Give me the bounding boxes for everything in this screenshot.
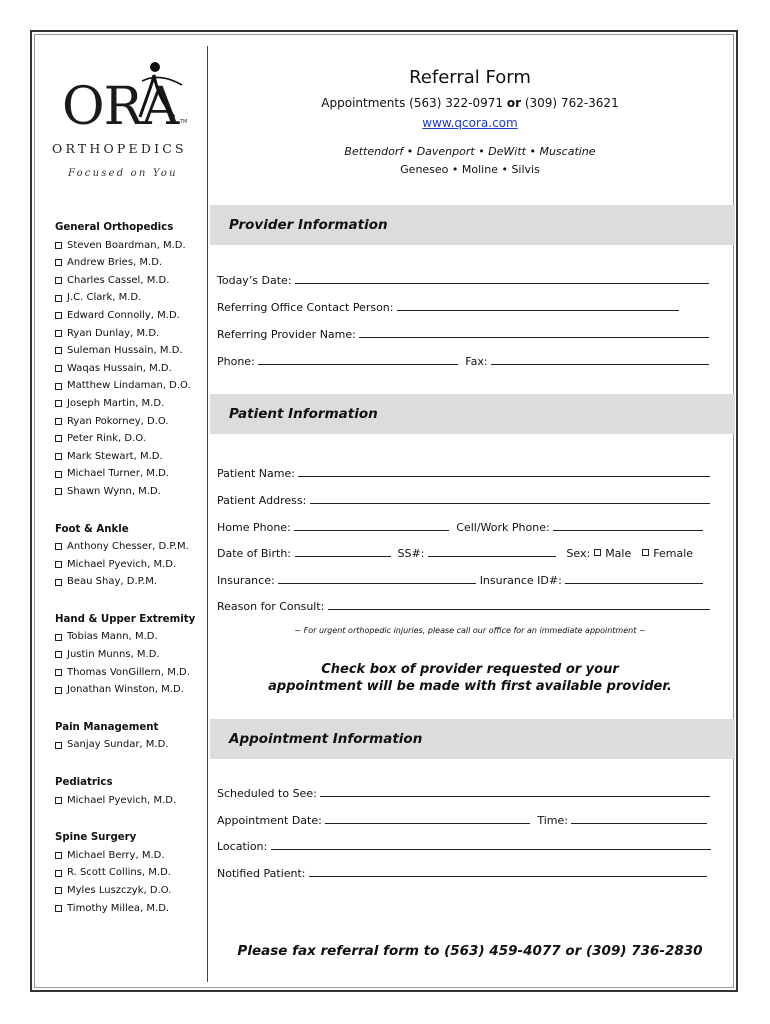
fill-line[interactable] [310, 493, 710, 504]
fill-line[interactable] [328, 599, 710, 610]
logo-orthopedics: ORTHOPEDICS [52, 141, 187, 156]
provider-name: Justin Munns, M.D. [67, 649, 160, 661]
provider-name: R. Scott Collins, M.D. [67, 867, 171, 879]
male-label: Male [605, 547, 632, 560]
appointment-phones [210, 96, 730, 110]
section-spine [55, 829, 205, 917]
appt-date-time-field[interactable] [217, 813, 707, 827]
field-label: Phone: [217, 355, 255, 368]
appointments-suffix: (309) 762-3621 [521, 96, 619, 110]
provider-name: Michael Pyevich, M.D. [67, 558, 177, 570]
section-title: Foot & Ankle [55, 523, 129, 535]
provider-checkbox[interactable] [55, 488, 62, 495]
section-pain [55, 719, 205, 754]
fill-line[interactable] [295, 546, 391, 557]
doctor-list [55, 847, 205, 917]
provider-name: Andrew Bries, M.D. [67, 257, 163, 269]
provider-option[interactable] [55, 538, 205, 556]
provider-checkbox[interactable] [55, 418, 62, 425]
provider-option[interactable] [55, 847, 205, 865]
section-general [55, 219, 205, 501]
dob-ssn-sex-field[interactable] [217, 546, 693, 560]
location-field[interactable] [217, 839, 711, 853]
provider-checkbox[interactable] [55, 687, 62, 694]
locations-line-1: Bettendorf • Davenport • DeWitt • Muscatine [344, 145, 596, 158]
fill-line[interactable] [325, 813, 530, 824]
provider-checkbox[interactable] [55, 453, 62, 460]
provider-option[interactable] [55, 448, 205, 466]
female-checkbox[interactable] [642, 549, 649, 556]
provider-checkbox[interactable] [55, 242, 62, 249]
provider-name: Sanjay Sundar, M.D. [67, 739, 169, 751]
logo-wordmark: ORA [62, 77, 179, 137]
field-label: Scheduled to See: [217, 787, 317, 800]
fill-line[interactable] [278, 573, 476, 584]
provider-checkbox[interactable] [55, 579, 62, 586]
provider-option[interactable] [55, 413, 205, 431]
doctor-list [55, 237, 205, 501]
reason-field[interactable] [217, 599, 710, 613]
appointments-prefix: Appointments (563) 322-0971 [321, 96, 507, 110]
provider-option[interactable] [55, 864, 205, 882]
fill-line[interactable] [571, 813, 707, 824]
section-title: General Orthopedics [55, 222, 174, 233]
field-label: Patient Name: [217, 467, 295, 480]
field-label: Referring Provider Name: [217, 328, 356, 341]
fill-line[interactable] [553, 520, 703, 531]
fill-line[interactable] [428, 546, 556, 557]
provider-checkbox[interactable] [55, 471, 62, 478]
field-label: Sex: [566, 547, 591, 560]
provider-name: Shawn Wynn, M.D. [67, 485, 161, 497]
provider-option[interactable] [55, 395, 205, 413]
female-label: Female [653, 547, 694, 560]
provider-option[interactable] [55, 272, 205, 290]
provider-name: Anthony Chesser, D.P.M. [67, 541, 189, 553]
check-instructions-2: appointment will be made with first available provider. [268, 679, 672, 694]
provider-checkbox[interactable] [55, 295, 62, 302]
provider-option[interactable] [55, 342, 205, 360]
provider-list [55, 219, 205, 937]
fax-instructions: Please fax referral form to (563) 459-4077 or (309) 736-2830 [237, 943, 703, 959]
provider-name: Steven Boardman, M.D. [67, 239, 186, 251]
field-label: Date of Birth: [217, 547, 292, 560]
doctor-list [55, 628, 205, 698]
provider-name: Myles Luszczyk, D.O. [67, 885, 172, 896]
fill-line[interactable] [294, 520, 449, 531]
field-label: Patient Address: [217, 494, 307, 507]
provider-checkbox[interactable] [55, 365, 62, 372]
provider-option[interactable] [55, 289, 205, 307]
appointment-info-header [210, 719, 735, 759]
provider-name: Joseph Martin, M.D. [67, 397, 165, 409]
provider-name: Michael Berry, M.D. [67, 849, 165, 861]
fill-line[interactable] [258, 354, 458, 365]
provider-name: J.C. Clark, M.D. [67, 292, 142, 304]
provider-checkbox[interactable] [55, 870, 62, 877]
provider-checkbox[interactable] [55, 277, 62, 284]
section-pediatrics [55, 774, 205, 809]
provider-name: Charles Cassel, M.D. [67, 274, 170, 286]
logo-tagline: Focused on You [68, 168, 178, 179]
section-title: Pain Management [55, 721, 159, 733]
section-title: Pediatrics [55, 777, 113, 789]
provider-name: Timothy Millea, M.D. [67, 902, 170, 914]
logo-figure-icon [138, 59, 188, 119]
provider-option[interactable] [55, 237, 205, 255]
section-heading: Appointment Information [229, 731, 423, 747]
provider-name: Matthew Lindaman, D.O. [67, 380, 191, 392]
provider-checkbox[interactable] [55, 797, 62, 804]
check-instructions-1: Check box of provider requested or your [321, 662, 619, 677]
provider-checkbox[interactable] [55, 383, 62, 390]
provider-checkbox[interactable] [55, 887, 62, 894]
provider-option[interactable] [55, 430, 205, 448]
doctor-list [55, 538, 205, 591]
fill-line[interactable] [298, 466, 710, 477]
patient-name-field[interactable] [217, 466, 710, 480]
section-heading: Patient Information [229, 406, 378, 422]
section-foot-ankle [55, 521, 205, 591]
fill-line[interactable] [320, 786, 710, 797]
field-label: Referring Office Contact Person: [217, 301, 394, 314]
urgent-note: ~ For urgent orthopedic injuries, please call our office for an immediate appointment ~ [294, 626, 646, 635]
provider-option[interactable] [55, 664, 205, 682]
provider-checkbox[interactable] [55, 669, 62, 676]
provider-option[interactable] [55, 792, 205, 810]
fill-line[interactable] [295, 273, 709, 284]
phones-field[interactable] [217, 520, 703, 534]
insurance-field[interactable] [217, 573, 703, 587]
provider-option[interactable] [55, 307, 205, 325]
fill-line[interactable] [491, 354, 709, 365]
provider-option[interactable] [55, 573, 205, 591]
fill-line[interactable] [359, 327, 709, 338]
patient-info-header [210, 394, 735, 434]
field-label: Insurance ID#: [479, 574, 562, 587]
doctor-list [55, 736, 205, 754]
section-title: Hand & Upper Extremity [55, 613, 196, 625]
provider-checkbox[interactable] [55, 634, 62, 641]
provider-name: Ryan Pokorney, D.O. [67, 415, 169, 427]
field-label: Today’s Date: [217, 274, 292, 287]
or-text: or [506, 96, 522, 110]
field-label: Insurance: [217, 574, 275, 587]
todays-date-field[interactable] [217, 273, 709, 287]
provider-checkbox[interactable] [55, 651, 62, 658]
logo-trademark: TM [180, 119, 188, 125]
fill-line[interactable] [271, 839, 711, 850]
doctor-list [55, 792, 205, 810]
provider-checkbox[interactable] [55, 742, 62, 749]
field-label: Location: [217, 840, 268, 853]
contact-person-field[interactable] [217, 300, 679, 314]
notified-field[interactable] [217, 866, 707, 880]
provider-name: Edward Connolly, M.D. [67, 309, 180, 321]
provider-name: Michael Turner, M.D. [67, 468, 169, 480]
locations-line-2: Geneseo • Moline • Silvis [400, 163, 540, 176]
field-label: Home Phone: [217, 521, 291, 534]
column-divider [207, 46, 208, 982]
provider-option[interactable] [55, 681, 205, 699]
provider-option[interactable] [55, 736, 205, 754]
provider-checkbox[interactable] [55, 561, 62, 568]
provider-checkbox[interactable] [55, 905, 62, 912]
field-label: Cell/Work Phone: [456, 521, 550, 534]
fill-line[interactable] [309, 866, 707, 877]
provider-option[interactable] [55, 882, 205, 900]
provider-option[interactable] [55, 465, 205, 483]
provider-checkbox[interactable] [55, 400, 62, 407]
patient-address-field[interactable] [217, 493, 710, 507]
provider-name: Thomas VonGillern, M.D. [67, 666, 190, 678]
provider-option[interactable] [55, 377, 205, 395]
fill-line[interactable] [397, 300, 679, 311]
provider-checkbox[interactable] [55, 312, 62, 319]
ora-logo [52, 55, 202, 190]
provider-name: Ryan Dunlay, M.D. [67, 327, 160, 339]
provider-name-field[interactable] [217, 327, 709, 341]
provider-option[interactable] [55, 628, 205, 646]
section-hand [55, 611, 205, 699]
provider-checkbox[interactable] [55, 435, 62, 442]
provider-name: Peter Rink, D.O. [67, 433, 146, 445]
provider-option[interactable] [55, 556, 205, 574]
provider-name: Jonathan Winston, M.D. [67, 684, 184, 696]
fill-line[interactable] [565, 573, 703, 584]
provider-checkbox[interactable] [55, 259, 62, 266]
field-label: Reason for Consult: [217, 600, 325, 613]
field-label: SS#: [397, 547, 425, 560]
provider-option[interactable] [55, 900, 205, 918]
section-heading: Provider Information [229, 217, 388, 233]
phone-fax-field[interactable] [217, 354, 709, 368]
provider-info-header [210, 205, 735, 245]
form-title: Referral Form [409, 67, 531, 88]
website-link[interactable]: www.qcora.com [422, 116, 518, 130]
provider-option[interactable] [55, 325, 205, 343]
provider-option[interactable] [55, 646, 205, 664]
field-label: Time: [537, 814, 568, 827]
provider-name: Waqas Hussain, M.D. [67, 362, 172, 374]
scheduled-field[interactable] [217, 786, 710, 800]
provider-name: Mark Stewart, M.D. [67, 450, 163, 462]
provider-option[interactable] [55, 360, 205, 378]
provider-name: Michael Pyevich, M.D. [67, 794, 177, 806]
male-checkbox[interactable] [594, 549, 601, 556]
section-title: Spine Surgery [55, 832, 137, 844]
provider-option[interactable] [55, 483, 205, 501]
provider-checkbox[interactable] [55, 543, 62, 550]
provider-name: Tobias Mann, M.D. [67, 631, 158, 643]
provider-name: Beau Shay, D.P.M. [67, 576, 158, 588]
field-label: Fax: [465, 355, 488, 368]
provider-name: Suleman Hussain, M.D. [67, 345, 183, 357]
field-label: Notified Patient: [217, 867, 306, 880]
field-label: Appointment Date: [217, 814, 322, 827]
provider-option[interactable] [55, 254, 205, 272]
provider-checkbox[interactable] [55, 330, 62, 337]
provider-checkbox[interactable] [55, 852, 62, 859]
provider-checkbox[interactable] [55, 347, 62, 354]
